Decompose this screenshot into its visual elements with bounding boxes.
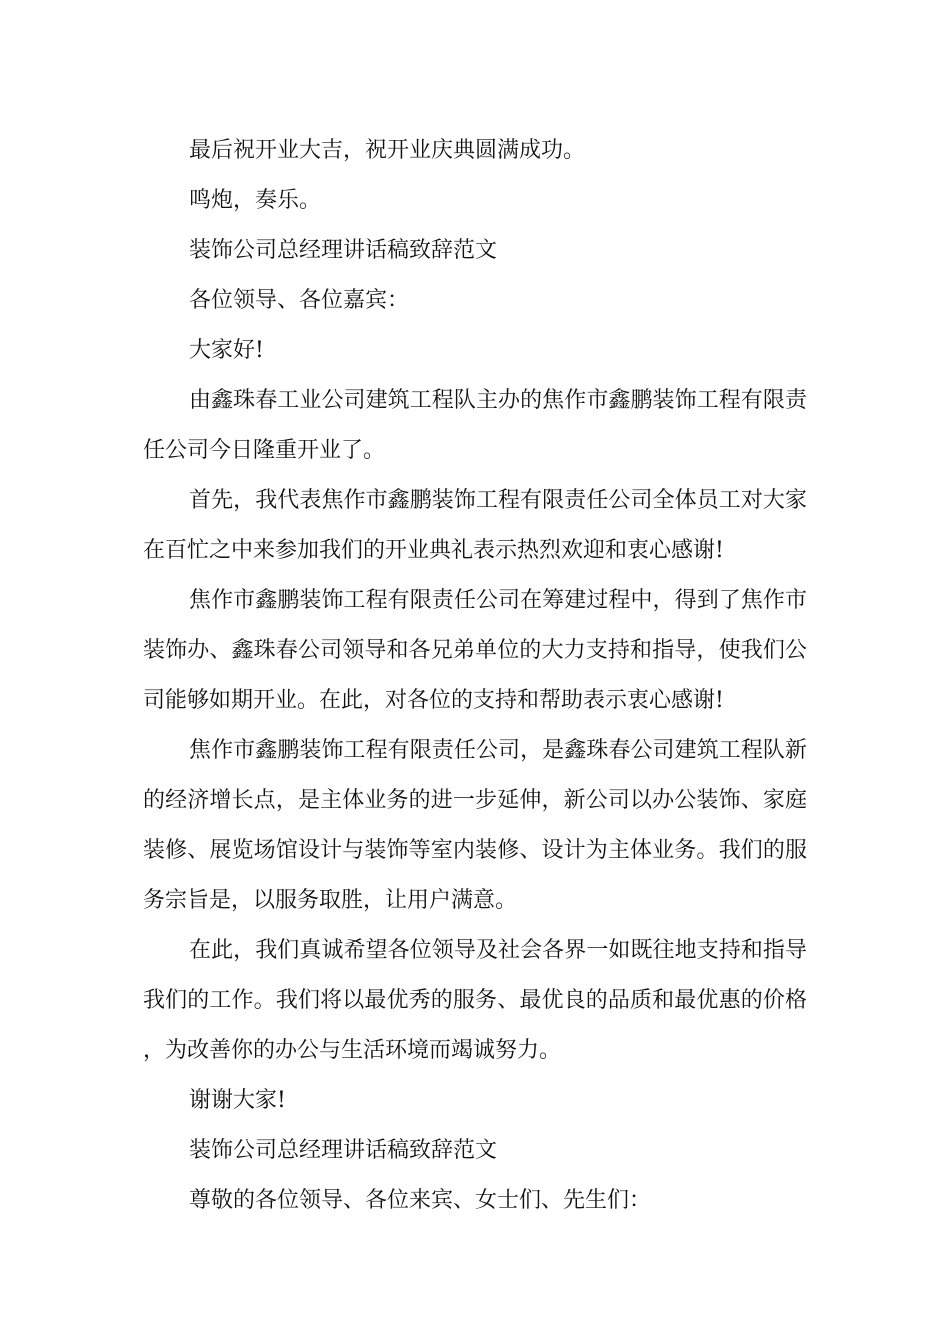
salutation-1: 各位领导、各位嘉宾： [189,288,410,313]
paragraph-thank-you: 谢谢大家! [189,1088,286,1113]
paragraph-company-intro: 焦作市鑫鹏装饰工程有限责任公司，是鑫珠春公司建筑工程队新的经济增长点，是主体业务的进一步延伸，新公司以办公装饰、家庭装修、展览场馆设计与装饰等室内装修、设计为主体业务。我们的服务宗旨是，以服务取胜，让用户满意。 [143,738,807,913]
paragraph-welcome-thanks: 首先，我代表焦作市鑫鹏装饰工程有限责任公司全体员工对大家在百忙之中来参加我们的开业典礼表示热烈欢迎和衷心感谢! [143,488,807,563]
greeting: 大家好! [189,338,264,363]
paragraph-opening: 由鑫珠春工业公司建筑工程队主办的焦作市鑫鹏装饰工程有限责任公司今日隆重开业了。 [143,388,807,463]
document-body [143,126,807,1226]
paragraph-firecrackers-music: 鸣炮，奏乐。 [189,188,322,213]
section-title-1: 装饰公司总经理讲话稿致辞范文 [189,238,498,263]
salutation-2: 尊敬的各位领导、各位来宾、女士们、先生们： [189,1188,652,1213]
paragraph-closing-wish: 最后祝开业大吉，祝开业庆典圆满成功。 [189,138,586,163]
paragraph-support-thanks: 焦作市鑫鹏装饰工程有限责任公司在筹建过程中，得到了焦作市装饰办、鑫珠春公司领导和各兄弟单位的大力支持和指导，使我们公司能够如期开业。在此，对各位的支持和帮助表示衷心感谢! [143,588,807,713]
paragraph-hope: 在此，我们真诚希望各位领导及社会各界一如既往地支持和指导我们的工作。我们将以最优秀的服务、最优良的品质和最优惠的价格，为改善你的办公与生活环境而竭诚努力。 [143,938,807,1063]
section-title-2: 装饰公司总经理讲话稿致辞范文 [189,1138,498,1163]
